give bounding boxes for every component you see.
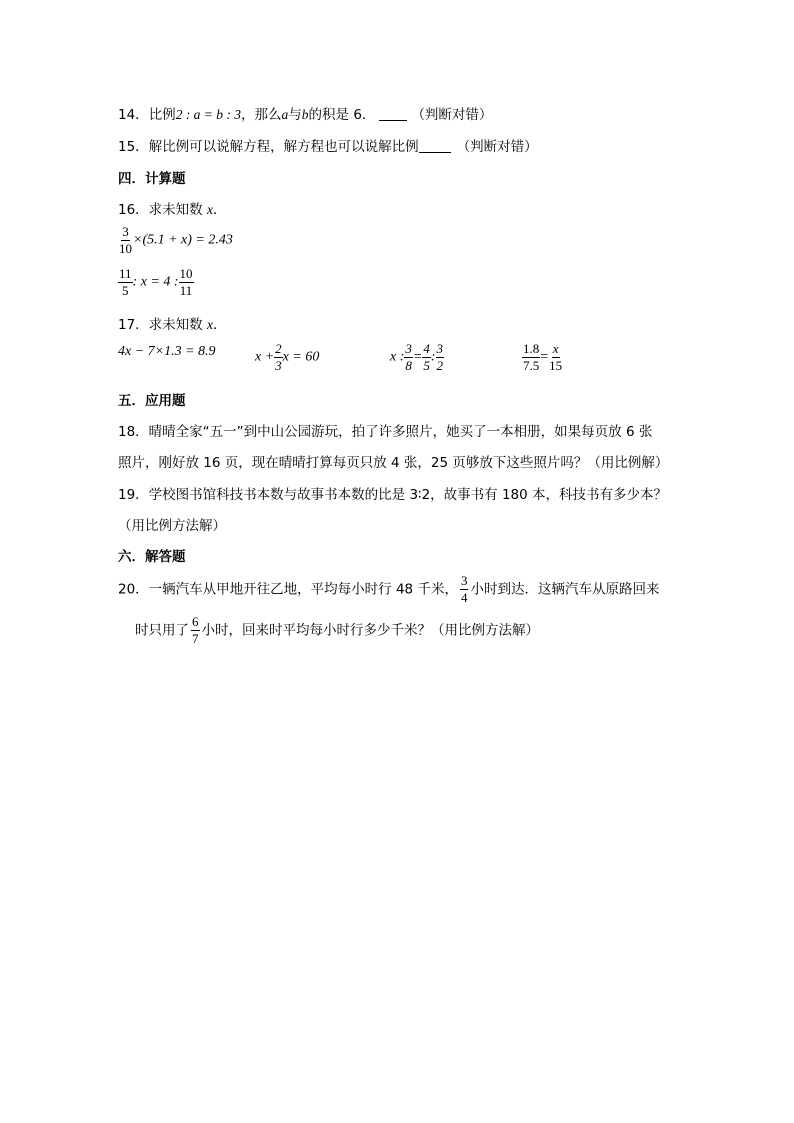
numerator: 3 [436, 341, 444, 356]
denominator: 8 [405, 358, 412, 373]
equation-17-4 [522, 342, 563, 373]
question-text: 与 [288, 107, 302, 123]
ratio-expression: 2 : a = b : 3 [175, 107, 242, 122]
question-text: ，那么 [241, 107, 282, 123]
fraction [191, 615, 200, 646]
question-15 [118, 135, 538, 155]
denominator: 3 [275, 358, 282, 373]
question-16 [118, 198, 226, 218]
question-text: 比例 [148, 107, 176, 123]
fraction [436, 342, 445, 373]
question-17 [118, 313, 226, 333]
punctuation: ． [212, 317, 227, 333]
denominator: 11 [179, 283, 193, 298]
section-title: 四．计算题 [118, 171, 186, 187]
question-hint: （判断对错） [456, 139, 538, 155]
equation-part: x : [390, 349, 405, 365]
denominator: 4 [460, 590, 468, 605]
question-text: 17．求未知数 [118, 317, 203, 333]
numerator: x [552, 341, 559, 356]
denominator: 7.5 [523, 358, 540, 373]
section-title: 五．应用题 [118, 393, 186, 409]
question-text: 的积是 6． [308, 107, 376, 123]
equation-middle: : x = 4 : [132, 274, 179, 290]
equals-sign: = [540, 349, 549, 365]
question-20-line-1 [118, 574, 659, 605]
numerator: 3 [122, 224, 129, 239]
equation-rest: ×(5.1 + x) = 2.43 [133, 232, 233, 248]
equation-16-2 [118, 267, 194, 298]
denominator: 5 [122, 283, 129, 298]
question-18-line-1: 18．晴晴全家“五一”到中山公园游玩，拍了许多照片，她买了一本相册，如果每页放 6 张 [118, 424, 653, 440]
question-text: 20．一辆汽车从甲地开往乙地，平均每小时行 48 千米， [118, 581, 458, 598]
question-text: 解比例可以说解方程，解方程也可以说解比例 [148, 139, 419, 155]
numerator: 10 [179, 266, 193, 281]
numerator: 1.8 [523, 341, 540, 356]
equation-16-1 [118, 225, 233, 256]
fraction [522, 342, 540, 373]
question-20-line-2 [135, 615, 539, 646]
fraction [460, 574, 469, 605]
numerator: 4 [423, 341, 430, 356]
fraction [548, 342, 563, 373]
fraction [118, 267, 133, 298]
question-text: 时只用了 [135, 622, 189, 639]
question-number: 15． [118, 139, 149, 155]
question-19-line-1: 19．学校图书馆科技书本数与故事书本数的比是 3∶2，故事书有 180 本，科技书有多少本？ [118, 487, 668, 503]
variable-a: a [281, 107, 289, 122]
fraction [118, 225, 133, 256]
question-text: 小时，回来时平均每小时行多少千米？（用比例方法解） [201, 622, 539, 639]
fraction [422, 342, 431, 373]
denominator: 10 [119, 241, 132, 256]
section-title: 六．解答题 [118, 549, 186, 565]
answer-blank[interactable] [379, 120, 407, 121]
question-text: 16．求未知数 [118, 202, 203, 218]
numerator: 2 [275, 341, 282, 356]
numerator: 6 [192, 614, 199, 629]
denominator: 5 [423, 358, 430, 373]
equation-part: x = 60 [282, 349, 320, 365]
question-text: 小时到达．这辆汽车从原路回来 [470, 581, 660, 598]
question-number: 14． [118, 107, 149, 123]
question-hint: （判断对错） [411, 107, 493, 123]
colon-sign: : [430, 349, 436, 365]
variable-x: x [206, 202, 213, 217]
question-19-line-2: （用比例方法解） [118, 518, 226, 534]
denominator: 7 [192, 631, 199, 646]
fraction [404, 342, 413, 373]
equals-sign: = [412, 349, 423, 365]
numerator: 3 [405, 341, 412, 356]
denominator: 15 [549, 358, 563, 373]
punctuation: ． [212, 202, 227, 218]
denominator: 2 [436, 358, 444, 373]
fraction [179, 267, 194, 298]
equation-17-1: 4x − 7×1.3 = 8.9 [118, 344, 216, 359]
numerator: 3 [460, 573, 468, 588]
fraction [274, 342, 283, 373]
answer-blank[interactable] [419, 152, 451, 153]
question-18-line-2: 照片，刚好放 16 页，现在晴晴打算每页只放 4 张，25 页够放下这些照片吗？（用比例解） [118, 455, 669, 471]
equation-17-2 [255, 342, 319, 373]
equation-part: x + [255, 349, 275, 365]
numerator: 11 [119, 266, 132, 281]
question-14 [118, 103, 492, 123]
variable-b: b [301, 107, 309, 122]
equation-17-3 [390, 342, 444, 373]
variable-x: x [206, 317, 213, 332]
